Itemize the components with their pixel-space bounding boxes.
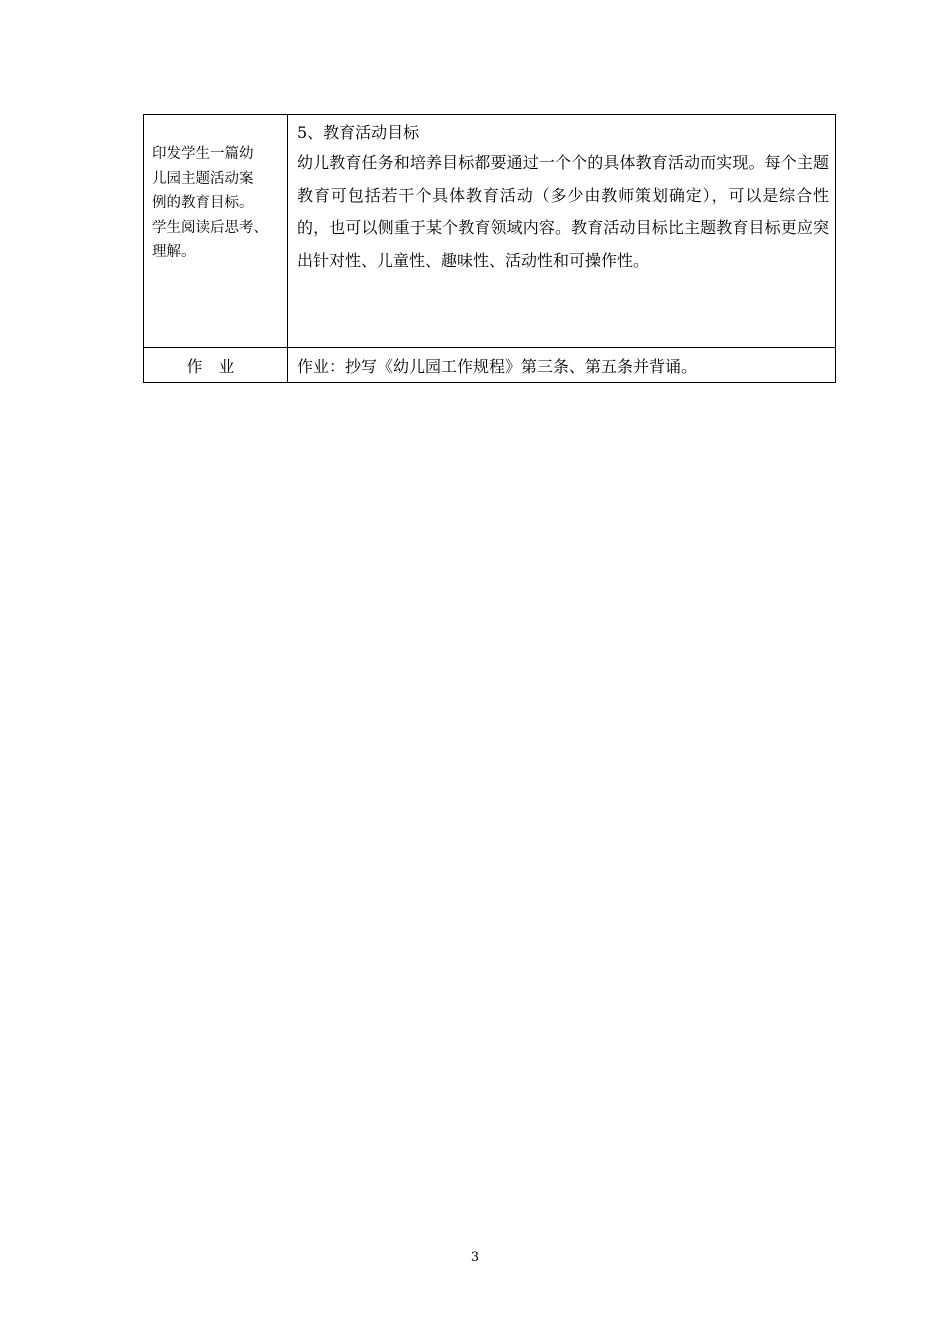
activity-cell	[144, 115, 288, 348]
page-number: 3	[470, 1250, 480, 1265]
homework-text: 作业：抄写《幼儿园工作规程》第三条、第五条并背诵。	[297, 356, 698, 376]
lesson-plan-table	[143, 114, 836, 383]
section-paragraph: 幼儿教育任务和培养目标都要通过一个个的具体教育活动而实现。每个主题教育可包括若干个具体教育活动（多少由教师策划确定），可以是综合性的，也可以侧重于某个教育领域内容。教育活动目标比主题教育目标更应突出针对性、儿童性、趣味性、活动性和可操作性。	[297, 153, 829, 270]
content-cell	[288, 115, 836, 348]
section-heading: 5、教育活动目标	[297, 123, 420, 142]
table-row	[144, 348, 836, 383]
student-activity-text: 印发学生一篇幼 儿园主题活动案 例的教育目标。 学生阅读后思考、 理解。	[152, 146, 268, 260]
homework-label-cell	[144, 348, 288, 383]
homework-label: 作 业	[186, 356, 235, 376]
homework-content-cell	[288, 348, 836, 383]
table-row	[144, 115, 836, 348]
